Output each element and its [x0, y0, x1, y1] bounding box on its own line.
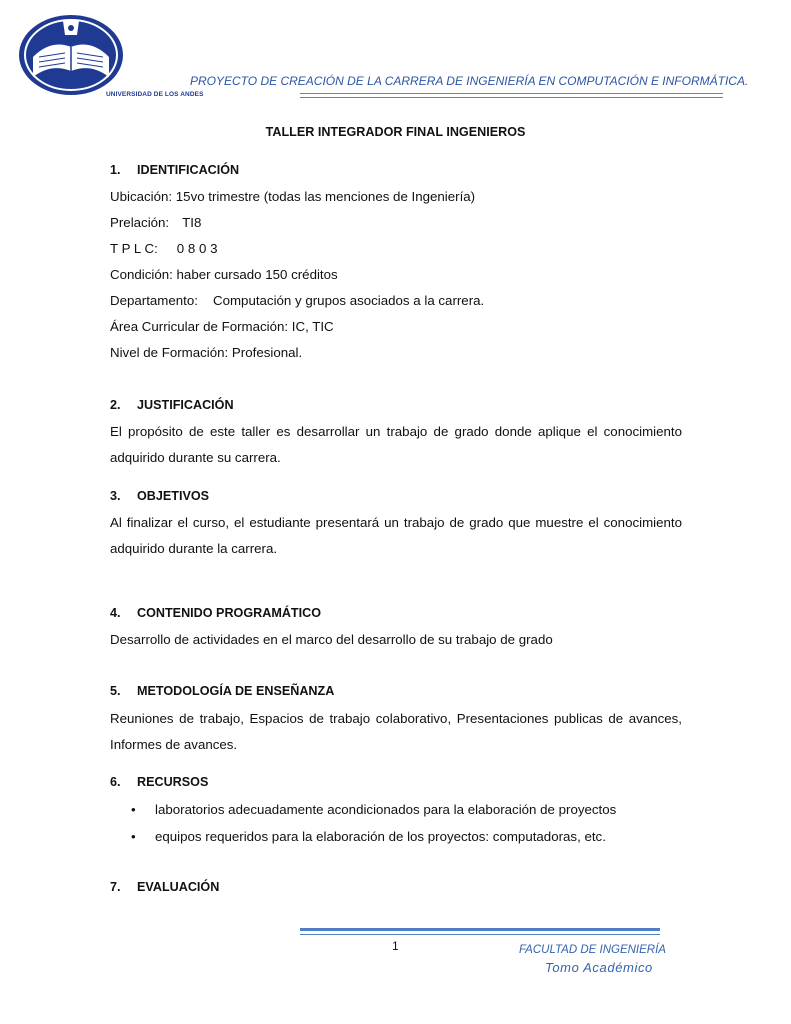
section-heading-recursos [110, 775, 208, 789]
footer-divider-thin [300, 934, 660, 935]
section-heading-metodologia [110, 684, 334, 698]
section-title: CONTENIDO PROGRAMÁTICO [137, 606, 322, 620]
header-divider-thin [300, 97, 723, 98]
section-heading-objetivos [110, 489, 209, 503]
university-seal-icon [17, 13, 125, 97]
departamento-line [110, 293, 484, 308]
condicion-line: Condición: haber cursado 150 créditos [110, 267, 338, 282]
list-item-text: equipos requeridos para la elaboración de los proyectos: computadoras, etc. [155, 829, 606, 844]
section-number: 7. [110, 880, 121, 894]
contenido-text: Desarrollo de actividades en el marco del desarrollo de su trabajo de grado [110, 632, 553, 647]
prelacion-label: Prelación: [110, 215, 170, 230]
footer-tomo: Tomo Académico [545, 960, 653, 975]
section-heading-identificacion [110, 163, 239, 177]
section-number: 5. [110, 684, 121, 698]
list-item-text: laboratorios adecuadamente acondicionados para la elaboración de proyectos [155, 802, 617, 817]
footer-divider [300, 928, 660, 931]
section-heading-contenido [110, 606, 321, 620]
justificacion-text: El propósito de este taller es desarrollar un trabajo de grado donde aplique el conocimiento adquirido durante su carrera. [110, 424, 682, 465]
tplc-line [110, 241, 217, 256]
section-title: EVALUACIÓN [137, 880, 220, 894]
ubicacion-line: Ubicación: 15vo trimestre (todas las menciones de Ingeniería) [110, 189, 476, 204]
document-title: TALLER INTEGRADOR FINAL INGENIEROS [265, 125, 526, 139]
project-header: PROYECTO DE CREACIÓN DE LA CARRERA DE INGENIERÍA EN COMPUTACIÓN E INFORMÁTICA. [190, 74, 749, 88]
footer-faculty: FACULTAD DE INGENIERÍA [519, 944, 666, 956]
list-item [131, 829, 606, 844]
section-heading-justificacion [110, 398, 234, 412]
departamento-label: Departamento: [110, 293, 198, 308]
section-number: 6. [110, 775, 121, 789]
departamento-value: Computación y grupos asociados a la carrera. [212, 293, 485, 308]
nivel-line: Nivel de Formación: Profesional. [110, 345, 303, 360]
section-number: 3. [110, 489, 121, 503]
bullet-icon: • [131, 802, 136, 817]
section-title: IDENTIFICACIÓN [137, 163, 240, 177]
section-title: JUSTIFICACIÓN [137, 398, 234, 412]
section-heading-evaluacion [110, 880, 219, 894]
section-number: 4. [110, 606, 121, 620]
bullet-icon: • [131, 829, 136, 844]
tplc-label: T P L C: [110, 241, 158, 256]
section-number: 1. [110, 163, 121, 177]
section-number: 2. [110, 398, 121, 412]
header-divider [300, 93, 723, 94]
objetivos-text: Al finalizar el curso, el estudiante presentará un trabajo de grado que muestre el conocimiento adquirido durante la carrera. [110, 515, 682, 556]
page-number: 1 [392, 939, 399, 953]
area-line: Área Curricular de Formación: IC, TIC [110, 319, 334, 334]
list-item [131, 802, 616, 817]
section-title: RECURSOS [137, 775, 209, 789]
prelacion-value: TI8 [182, 215, 202, 230]
section-title: METODOLOGÍA DE ENSEÑANZA [137, 684, 335, 698]
university-name: UNIVERSIDAD DE LOS ANDES [106, 91, 204, 98]
tplc-value: 0 8 0 3 [176, 241, 218, 256]
prelacion-line [110, 215, 201, 230]
metodologia-text: Reuniones de trabajo, Espacios de trabajo colaborativo, Presentaciones publicas de avances, Informes de avances. [110, 711, 682, 752]
section-title: OBJETIVOS [137, 489, 210, 503]
